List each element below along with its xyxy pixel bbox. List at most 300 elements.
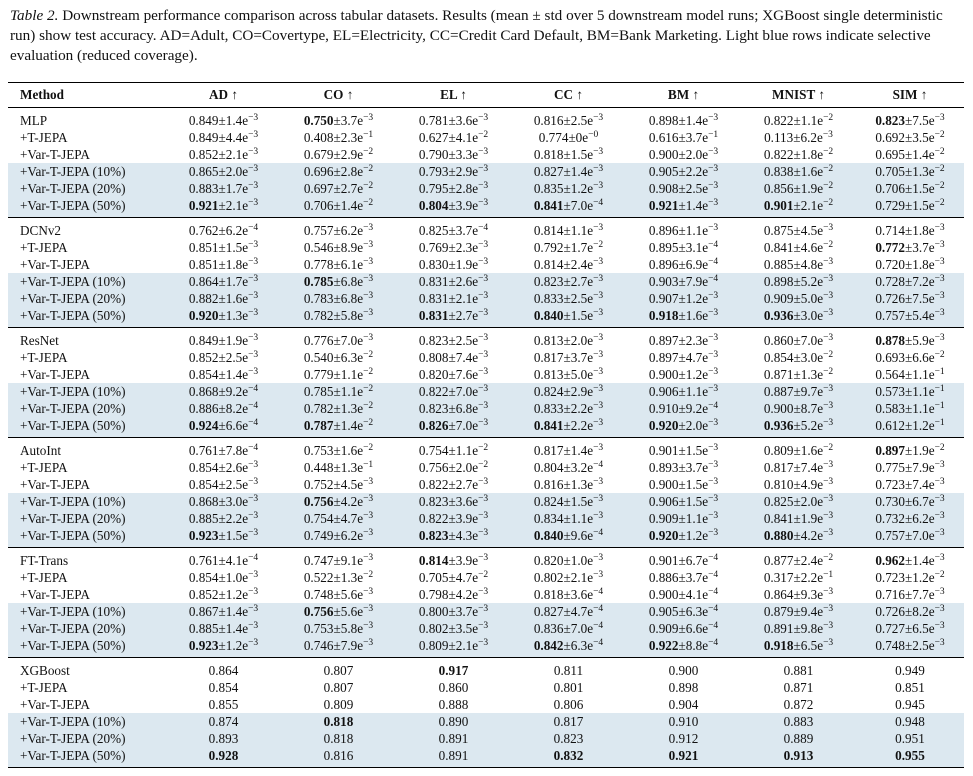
model-group xyxy=(8,218,964,328)
value-cell: $0.540\pm 6.3e^{-2}$ xyxy=(303,350,374,365)
table-row xyxy=(8,366,964,383)
value-cell: 0.888 xyxy=(438,697,469,712)
value-cell: $0.522\pm 1.3e^{-2}$ xyxy=(303,570,374,585)
value-cell: $0.835\pm 1.2e^{-3}$ xyxy=(511,180,626,197)
value-cell: 0.889 xyxy=(741,730,856,747)
value-cell: $0.864\pm 1.7e^{-3}$ xyxy=(166,273,281,290)
value-cell: $0.833\pm 2.5e^{-3}$ xyxy=(511,290,626,307)
value-cell: $0.816\pm 2.5e^{-3}$ xyxy=(533,113,604,128)
value-cell: $0.728\pm 7.2e^{-3}$ xyxy=(856,273,964,290)
table-row xyxy=(8,197,964,218)
value-cell: $0.852\pm 2.5e^{-3}$ xyxy=(188,350,259,365)
value-cell: 0.801 xyxy=(553,680,584,695)
value-cell: $0.809\pm 2.1e^{-3}$ xyxy=(396,637,511,658)
value-cell: 0.811 xyxy=(553,663,584,678)
value-cell: $0.774\pm 0e^{-0}$ xyxy=(538,130,599,145)
column-header: SIM ↑ xyxy=(892,87,928,102)
method-cell: +Var-T-JEPA (10%) xyxy=(8,713,166,730)
value-cell: $0.849\pm 1.4e^{-3}$ xyxy=(188,113,259,128)
value-cell: 0.949 xyxy=(895,663,925,678)
value-cell: 0.913 xyxy=(741,747,856,768)
value-cell: $0.868\pm 9.2e^{-4}$ xyxy=(166,383,281,400)
model-group xyxy=(8,548,964,658)
value-cell: $0.898\pm 1.4e^{-3}$ xyxy=(648,113,719,128)
value-cell: $0.317\pm 2.2e^{-1}$ xyxy=(763,570,834,585)
method-cell: AutoInt xyxy=(20,443,62,458)
value-cell: 0.898 xyxy=(668,680,699,695)
table-row xyxy=(8,696,964,713)
value-cell: $0.877\pm 2.4e^{-2}$ xyxy=(763,553,834,568)
value-cell: $0.816\pm 1.3e^{-3}$ xyxy=(533,477,604,492)
value-cell: $0.756\pm 5.6e^{-3}$ xyxy=(281,603,396,620)
value-cell: $0.778\pm 6.1e^{-3}$ xyxy=(303,257,374,272)
value-cell: 0.900 xyxy=(668,663,699,678)
method-cell: +Var-T-JEPA xyxy=(20,147,90,162)
table-row xyxy=(8,417,964,438)
value-cell: $0.905\pm 2.2e^{-3}$ xyxy=(626,163,741,180)
value-cell: $0.842\pm 6.3e^{-4}$ xyxy=(511,637,626,658)
value-cell: $0.823\pm 4.3e^{-3}$ xyxy=(396,527,511,548)
value-cell: $0.809\pm 1.6e^{-2}$ xyxy=(763,443,834,458)
value-cell: $0.851\pm 1.8e^{-3}$ xyxy=(188,257,259,272)
value-cell: $0.573\pm 1.1e^{-1}$ xyxy=(856,383,964,400)
value-cell: $0.730\pm 6.7e^{-3}$ xyxy=(856,493,964,510)
column-header: AD ↑ xyxy=(209,87,238,102)
value-cell: $0.822\pm 7.0e^{-3}$ xyxy=(396,383,511,400)
value-cell: $0.693\pm 6.6e^{-2}$ xyxy=(875,350,945,365)
value-cell: $0.817\pm 1.4e^{-3}$ xyxy=(533,443,604,458)
value-cell: $0.616\pm 3.7e^{-1}$ xyxy=(648,130,719,145)
value-cell: 0.891 xyxy=(396,747,511,768)
value-cell: $0.732\pm 6.2e^{-3}$ xyxy=(856,510,964,527)
value-cell: $0.723\pm 1.2e^{-2}$ xyxy=(875,570,945,585)
table-row xyxy=(8,569,964,586)
value-cell: $0.716\pm 7.7e^{-3}$ xyxy=(875,587,945,602)
table-row xyxy=(8,548,964,570)
value-cell: $0.782\pm 1.3e^{-2}$ xyxy=(281,400,396,417)
table-row xyxy=(8,603,964,620)
value-cell: $0.921\pm 2.1e^{-3}$ xyxy=(166,197,281,218)
value-cell: $0.830\pm 1.9e^{-3}$ xyxy=(418,257,489,272)
column-header: Method xyxy=(20,87,64,102)
value-cell: $0.936\pm 5.2e^{-3}$ xyxy=(741,417,856,438)
method-cell: +Var-T-JEPA (20%) xyxy=(8,290,166,307)
value-cell: 0.890 xyxy=(396,713,511,730)
value-cell: $0.762\pm 6.2e^{-4}$ xyxy=(188,223,259,238)
value-cell: $0.897\pm 1.9e^{-2}$ xyxy=(875,443,945,458)
value-cell: $0.882\pm 1.6e^{-3}$ xyxy=(166,290,281,307)
value-cell: $0.854\pm 3.0e^{-2}$ xyxy=(763,350,834,365)
value-cell: $0.920\pm 1.2e^{-3}$ xyxy=(626,527,741,548)
table-row xyxy=(8,713,964,730)
method-cell: FT-Trans xyxy=(20,553,69,568)
table-row xyxy=(8,108,964,130)
value-cell: $0.868\pm 3.0e^{-3}$ xyxy=(166,493,281,510)
value-cell: $0.748\pm 2.5e^{-3}$ xyxy=(856,637,964,658)
value-cell: 0.806 xyxy=(553,697,584,712)
method-cell: XGBoost xyxy=(20,663,70,678)
value-cell: $0.923\pm 1.2e^{-3}$ xyxy=(166,637,281,658)
method-cell: +Var-T-JEPA xyxy=(20,587,90,602)
table-row xyxy=(8,510,964,527)
value-cell: $0.779\pm 1.1e^{-2}$ xyxy=(303,367,374,382)
value-cell: 0.818 xyxy=(281,730,396,747)
value-cell: $0.878\pm 5.9e^{-3}$ xyxy=(875,333,945,348)
value-cell: $0.905\pm 6.3e^{-4}$ xyxy=(626,603,741,620)
value-cell: $0.813\pm 2.0e^{-3}$ xyxy=(533,333,604,348)
value-cell: 0.854 xyxy=(208,680,239,695)
value-cell: $0.408\pm 2.3e^{-1}$ xyxy=(303,130,374,145)
table-row xyxy=(8,256,964,273)
value-cell: $0.897\pm 2.3e^{-3}$ xyxy=(648,333,719,348)
value-cell: 0.893 xyxy=(166,730,281,747)
value-cell: $0.113\pm 6.2e^{-3}$ xyxy=(764,130,833,145)
method-cell: +T-JEPA xyxy=(20,460,68,475)
value-cell: $0.903\pm 7.9e^{-4}$ xyxy=(626,273,741,290)
value-cell: $0.908\pm 2.5e^{-3}$ xyxy=(626,180,741,197)
column-header: EL ↑ xyxy=(440,87,467,102)
method-cell: DCNv2 xyxy=(20,223,62,238)
value-cell: $0.864\pm 9.3e^{-3}$ xyxy=(763,587,834,602)
caption-text: Downstream performance comparison across tabular datasets. Results (mean ± std over 5 downstream model runs; XGBoost single deterministic run) show test accuracy. AD=Adult, CO=Covertype, EL=Electricity, CC=Credit Card Default, BM=Bank Marketing. Light blue rows indicate selective evaluation (reduced coverage). xyxy=(10,7,943,64)
value-cell: $0.885\pm 2.2e^{-3}$ xyxy=(166,510,281,527)
value-cell: $0.695\pm 1.4e^{-2}$ xyxy=(875,147,945,162)
value-cell: $0.753\pm 1.6e^{-2}$ xyxy=(303,443,374,458)
table-row xyxy=(8,493,964,510)
table-row xyxy=(8,290,964,307)
value-cell: $0.679\pm 2.9e^{-2}$ xyxy=(303,147,374,162)
value-cell: $0.827\pm 4.7e^{-4}$ xyxy=(511,603,626,620)
value-cell: $0.883\pm 1.7e^{-3}$ xyxy=(166,180,281,197)
table-row xyxy=(8,273,964,290)
table-row xyxy=(8,239,964,256)
value-cell: 0.951 xyxy=(856,730,964,747)
value-cell: $0.824\pm 2.9e^{-3}$ xyxy=(511,383,626,400)
value-cell: $0.756\pm 4.2e^{-3}$ xyxy=(281,493,396,510)
value-cell: $0.564\pm 1.1e^{-1}$ xyxy=(875,367,945,382)
table-header-row xyxy=(8,83,964,108)
value-cell: $0.838\pm 1.6e^{-2}$ xyxy=(741,163,856,180)
value-cell: $0.834\pm 1.1e^{-3}$ xyxy=(511,510,626,527)
value-cell: $0.808\pm 7.4e^{-3}$ xyxy=(418,350,489,365)
value-cell: 0.816 xyxy=(281,747,396,768)
value-cell: $0.886\pm 8.2e^{-4}$ xyxy=(166,400,281,417)
value-cell: $0.854\pm 1.4e^{-3}$ xyxy=(188,367,259,382)
value-cell: $0.612\pm 1.2e^{-1}$ xyxy=(856,417,964,438)
value-cell: $0.906\pm 1.1e^{-3}$ xyxy=(626,383,741,400)
value-cell: $0.909\pm 6.6e^{-4}$ xyxy=(626,620,741,637)
value-cell: 0.928 xyxy=(166,747,281,768)
table-row xyxy=(8,658,964,680)
table-row xyxy=(8,637,964,658)
column-header: MNIST ↑ xyxy=(772,87,825,102)
value-cell: $0.918\pm 1.6e^{-3}$ xyxy=(626,307,741,328)
value-cell: $0.885\pm 4.8e^{-3}$ xyxy=(763,257,834,272)
value-cell: $0.831\pm 2.1e^{-3}$ xyxy=(396,290,511,307)
value-cell: $0.920\pm 2.0e^{-3}$ xyxy=(626,417,741,438)
value-cell: 0.832 xyxy=(511,747,626,768)
value-cell: 0.855 xyxy=(208,697,239,712)
table-row xyxy=(8,129,964,146)
value-cell: $0.901\pm 2.1e^{-2}$ xyxy=(741,197,856,218)
value-cell: $0.827\pm 1.4e^{-3}$ xyxy=(511,163,626,180)
value-cell: $0.727\pm 6.5e^{-3}$ xyxy=(856,620,964,637)
column-header: BM ↑ xyxy=(667,87,700,102)
value-cell: $0.841\pm 4.6e^{-2}$ xyxy=(763,240,834,255)
method-cell: +T-JEPA xyxy=(20,680,68,695)
value-cell: $0.776\pm 7.0e^{-3}$ xyxy=(303,333,374,348)
value-cell: 0.817 xyxy=(511,713,626,730)
value-cell: $0.785\pm 1.1e^{-2}$ xyxy=(281,383,396,400)
model-group xyxy=(8,658,964,768)
value-cell: $0.817\pm 7.4e^{-3}$ xyxy=(763,460,834,475)
value-cell: $0.706\pm 1.4e^{-2}$ xyxy=(281,197,396,218)
value-cell: $0.757\pm 7.0e^{-3}$ xyxy=(856,527,964,548)
value-cell: $0.697\pm 2.7e^{-2}$ xyxy=(281,180,396,197)
method-cell: +Var-T-JEPA (20%) xyxy=(8,730,166,747)
value-cell: $0.841\pm 1.9e^{-3}$ xyxy=(741,510,856,527)
value-cell: $0.757\pm 5.4e^{-3}$ xyxy=(856,307,964,328)
value-cell: $0.822\pm 2.7e^{-3}$ xyxy=(418,477,489,492)
value-cell: 0.860 xyxy=(438,680,469,695)
value-cell: $0.833\pm 2.2e^{-3}$ xyxy=(511,400,626,417)
value-cell: $0.785\pm 6.8e^{-3}$ xyxy=(281,273,396,290)
value-cell: $0.920\pm 1.3e^{-3}$ xyxy=(166,307,281,328)
value-cell: $0.583\pm 1.1e^{-1}$ xyxy=(856,400,964,417)
value-cell: $0.820\pm 1.0e^{-3}$ xyxy=(533,553,604,568)
value-cell: $0.804\pm 3.2e^{-4}$ xyxy=(533,460,604,475)
value-cell: $0.860\pm 7.0e^{-3}$ xyxy=(763,333,834,348)
method-cell: +Var-T-JEPA (50%) xyxy=(8,197,166,218)
method-cell: +Var-T-JEPA (20%) xyxy=(8,400,166,417)
method-cell: +Var-T-JEPA (10%) xyxy=(8,163,166,180)
value-cell: $0.909\pm 5.0e^{-3}$ xyxy=(741,290,856,307)
value-cell: $0.804\pm 3.9e^{-3}$ xyxy=(396,197,511,218)
value-cell: $0.753\pm 5.8e^{-3}$ xyxy=(281,620,396,637)
value-cell: $0.897\pm 4.7e^{-3}$ xyxy=(648,350,719,365)
value-cell: $0.824\pm 1.5e^{-3}$ xyxy=(511,493,626,510)
method-cell: +Var-T-JEPA (20%) xyxy=(8,180,166,197)
value-cell: $0.841\pm 2.2e^{-3}$ xyxy=(511,417,626,438)
value-cell: $0.817\pm 3.7e^{-3}$ xyxy=(533,350,604,365)
value-cell: $0.910\pm 9.2e^{-4}$ xyxy=(626,400,741,417)
value-cell: $0.900\pm 1.5e^{-3}$ xyxy=(648,477,719,492)
value-cell: $0.757\pm 6.2e^{-3}$ xyxy=(303,223,374,238)
value-cell: $0.448\pm 1.3e^{-1}$ xyxy=(303,460,374,475)
value-cell: $0.854\pm 2.5e^{-3}$ xyxy=(188,477,259,492)
value-cell: $0.852\pm 1.2e^{-3}$ xyxy=(188,587,259,602)
value-cell: $0.775\pm 7.9e^{-3}$ xyxy=(875,460,945,475)
value-cell: $0.841\pm 7.0e^{-4}$ xyxy=(511,197,626,218)
value-cell: $0.896\pm 1.1e^{-3}$ xyxy=(648,223,719,238)
value-cell: $0.772\pm 3.7e^{-3}$ xyxy=(875,240,945,255)
value-cell: 0.872 xyxy=(783,697,814,712)
value-cell: $0.818\pm 3.6e^{-4}$ xyxy=(533,587,604,602)
value-cell: $0.851\pm 1.5e^{-3}$ xyxy=(188,240,259,255)
value-cell: $0.696\pm 2.8e^{-2}$ xyxy=(281,163,396,180)
value-cell: 0.864 xyxy=(208,663,239,678)
method-cell: +Var-T-JEPA (50%) xyxy=(8,527,166,548)
table-row xyxy=(8,328,964,350)
value-cell: $0.720\pm 1.8e^{-3}$ xyxy=(875,257,945,272)
value-cell: $0.723\pm 7.4e^{-3}$ xyxy=(875,477,945,492)
method-cell: +T-JEPA xyxy=(20,130,68,145)
value-cell: $0.813\pm 5.0e^{-3}$ xyxy=(533,367,604,382)
value-cell: $0.787\pm 1.4e^{-2}$ xyxy=(281,417,396,438)
table-row xyxy=(8,747,964,768)
value-cell: 0.874 xyxy=(166,713,281,730)
value-cell: $0.831\pm 2.6e^{-3}$ xyxy=(396,273,511,290)
value-cell: $0.885\pm 1.4e^{-3}$ xyxy=(166,620,281,637)
value-cell: $0.793\pm 2.9e^{-3}$ xyxy=(396,163,511,180)
table-row xyxy=(8,459,964,476)
value-cell: $0.792\pm 1.7e^{-2}$ xyxy=(533,240,604,255)
value-cell: $0.627\pm 4.1e^{-2}$ xyxy=(418,130,489,145)
value-cell: $0.822\pm 1.1e^{-2}$ xyxy=(763,113,834,128)
method-cell: +Var-T-JEPA xyxy=(20,367,90,382)
value-cell: $0.924\pm 6.6e^{-4}$ xyxy=(166,417,281,438)
value-cell: $0.921\pm 1.4e^{-3}$ xyxy=(626,197,741,218)
value-cell: $0.936\pm 3.0e^{-3}$ xyxy=(741,307,856,328)
value-cell: $0.756\pm 2.0e^{-2}$ xyxy=(418,460,489,475)
model-group xyxy=(8,328,964,438)
method-cell: +T-JEPA xyxy=(20,240,68,255)
value-cell: $0.867\pm 1.4e^{-3}$ xyxy=(166,603,281,620)
value-cell: $0.918\pm 6.5e^{-3}$ xyxy=(741,637,856,658)
value-cell: $0.546\pm 8.9e^{-3}$ xyxy=(303,240,374,255)
value-cell: $0.705\pm 1.3e^{-2}$ xyxy=(856,163,964,180)
value-cell: $0.849\pm 1.9e^{-3}$ xyxy=(188,333,259,348)
value-cell: 0.851 xyxy=(895,680,925,695)
value-cell: $0.852\pm 2.1e^{-3}$ xyxy=(188,147,259,162)
value-cell: 0.891 xyxy=(396,730,511,747)
method-cell: +T-JEPA xyxy=(20,570,68,585)
value-cell: $0.802\pm 3.5e^{-3}$ xyxy=(396,620,511,637)
value-cell: 0.883 xyxy=(741,713,856,730)
value-cell: 0.912 xyxy=(626,730,741,747)
table-row xyxy=(8,163,964,180)
value-cell: $0.749\pm 6.2e^{-3}$ xyxy=(281,527,396,548)
value-cell: $0.706\pm 1.5e^{-2}$ xyxy=(856,180,964,197)
table-row xyxy=(8,586,964,603)
table-row xyxy=(8,400,964,417)
value-cell: $0.761\pm 4.1e^{-4}$ xyxy=(188,553,259,568)
value-cell: $0.849\pm 4.4e^{-3}$ xyxy=(188,130,259,145)
method-cell: +Var-T-JEPA (10%) xyxy=(8,383,166,400)
value-cell: $0.822\pm 3.9e^{-3}$ xyxy=(396,510,511,527)
table-row xyxy=(8,620,964,637)
method-cell: +Var-T-JEPA xyxy=(20,257,90,272)
value-cell: $0.880\pm 4.2e^{-3}$ xyxy=(741,527,856,548)
table-row xyxy=(8,438,964,460)
value-cell: $0.814\pm 1.1e^{-3}$ xyxy=(533,223,604,238)
method-cell: +Var-T-JEPA xyxy=(20,477,90,492)
table-row xyxy=(8,476,964,493)
value-cell: $0.898\pm 5.2e^{-3}$ xyxy=(741,273,856,290)
method-cell: +Var-T-JEPA (10%) xyxy=(8,603,166,620)
value-cell: $0.729\pm 1.5e^{-2}$ xyxy=(856,197,964,218)
value-cell: $0.747\pm 9.1e^{-3}$ xyxy=(303,553,374,568)
method-cell: +Var-T-JEPA (10%) xyxy=(8,493,166,510)
value-cell: $0.831\pm 2.7e^{-3}$ xyxy=(396,307,511,328)
value-cell: $0.826\pm 7.0e^{-3}$ xyxy=(396,417,511,438)
value-cell: $0.802\pm 2.1e^{-3}$ xyxy=(533,570,604,585)
table-row xyxy=(8,307,964,328)
method-cell: +Var-T-JEPA (20%) xyxy=(8,510,166,527)
value-cell: $0.923\pm 1.5e^{-3}$ xyxy=(166,527,281,548)
value-cell: $0.891\pm 9.8e^{-3}$ xyxy=(741,620,856,637)
value-cell: $0.900\pm 8.7e^{-3}$ xyxy=(741,400,856,417)
value-cell: 0.807 xyxy=(323,680,354,695)
value-cell: $0.754\pm 1.1e^{-2}$ xyxy=(418,443,489,458)
table-row xyxy=(8,218,964,240)
value-cell: $0.814\pm 2.4e^{-3}$ xyxy=(533,257,604,272)
value-cell: $0.823\pm 2.7e^{-3}$ xyxy=(511,273,626,290)
value-cell: $0.922\pm 8.8e^{-4}$ xyxy=(626,637,741,658)
value-cell: $0.790\pm 3.3e^{-3}$ xyxy=(418,147,489,162)
table-row xyxy=(8,383,964,400)
value-cell: $0.836\pm 7.0e^{-4}$ xyxy=(511,620,626,637)
value-cell: $0.900\pm 4.1e^{-4}$ xyxy=(648,587,719,602)
value-cell: 0.823 xyxy=(511,730,626,747)
value-cell: 0.871 xyxy=(783,680,814,695)
value-cell: 0.955 xyxy=(856,747,964,768)
value-cell: $0.692\pm 3.5e^{-2}$ xyxy=(875,130,945,145)
value-cell: 0.881 xyxy=(783,663,814,678)
table-row xyxy=(8,180,964,197)
value-cell: $0.895\pm 3.1e^{-4}$ xyxy=(648,240,719,255)
value-cell: $0.746\pm 7.9e^{-3}$ xyxy=(281,637,396,658)
table-row xyxy=(8,146,964,163)
value-cell: $0.865\pm 2.0e^{-3}$ xyxy=(166,163,281,180)
value-cell: $0.823\pm 3.6e^{-3}$ xyxy=(396,493,511,510)
value-cell: $0.726\pm 7.5e^{-3}$ xyxy=(856,290,964,307)
method-cell: ResNet xyxy=(20,333,59,348)
method-cell: +T-JEPA xyxy=(20,350,68,365)
value-cell: 0.945 xyxy=(895,697,925,712)
value-cell: $0.782\pm 5.8e^{-3}$ xyxy=(281,307,396,328)
value-cell: $0.854\pm 1.0e^{-3}$ xyxy=(188,570,259,585)
value-cell: $0.893\pm 3.7e^{-3}$ xyxy=(648,460,719,475)
table-row xyxy=(8,349,964,366)
value-cell: $0.800\pm 3.7e^{-3}$ xyxy=(396,603,511,620)
value-cell: $0.750\pm 3.7e^{-3}$ xyxy=(303,113,374,128)
value-cell: $0.726\pm 8.2e^{-3}$ xyxy=(856,603,964,620)
value-cell: 0.910 xyxy=(626,713,741,730)
value-cell: $0.748\pm 5.6e^{-3}$ xyxy=(303,587,374,602)
value-cell: $0.795\pm 2.8e^{-3}$ xyxy=(396,180,511,197)
value-cell: $0.854\pm 2.6e^{-3}$ xyxy=(188,460,259,475)
value-cell: 0.809 xyxy=(323,697,354,712)
value-cell: $0.840\pm 9.6e^{-4}$ xyxy=(511,527,626,548)
value-cell: $0.901\pm 6.7e^{-4}$ xyxy=(648,553,719,568)
value-cell: $0.909\pm 1.1e^{-3}$ xyxy=(626,510,741,527)
method-cell: +Var-T-JEPA xyxy=(20,697,90,712)
value-cell: $0.901\pm 1.5e^{-3}$ xyxy=(648,443,719,458)
value-cell: 0.807 xyxy=(323,663,354,678)
value-cell: $0.705\pm 4.7e^{-2}$ xyxy=(418,570,489,585)
value-cell: $0.820\pm 7.6e^{-3}$ xyxy=(418,367,489,382)
value-cell: $0.818\pm 1.5e^{-3}$ xyxy=(533,147,604,162)
value-cell: $0.814\pm 3.9e^{-3}$ xyxy=(418,553,489,568)
table-row xyxy=(8,679,964,696)
value-cell: $0.900\pm 2.0e^{-3}$ xyxy=(648,147,719,162)
column-header: CO ↑ xyxy=(323,87,354,102)
method-cell: +Var-T-JEPA (50%) xyxy=(8,307,166,328)
value-cell: $0.871\pm 1.3e^{-2}$ xyxy=(763,367,834,382)
table-row xyxy=(8,527,964,548)
value-cell: $0.900\pm 1.2e^{-3}$ xyxy=(648,367,719,382)
